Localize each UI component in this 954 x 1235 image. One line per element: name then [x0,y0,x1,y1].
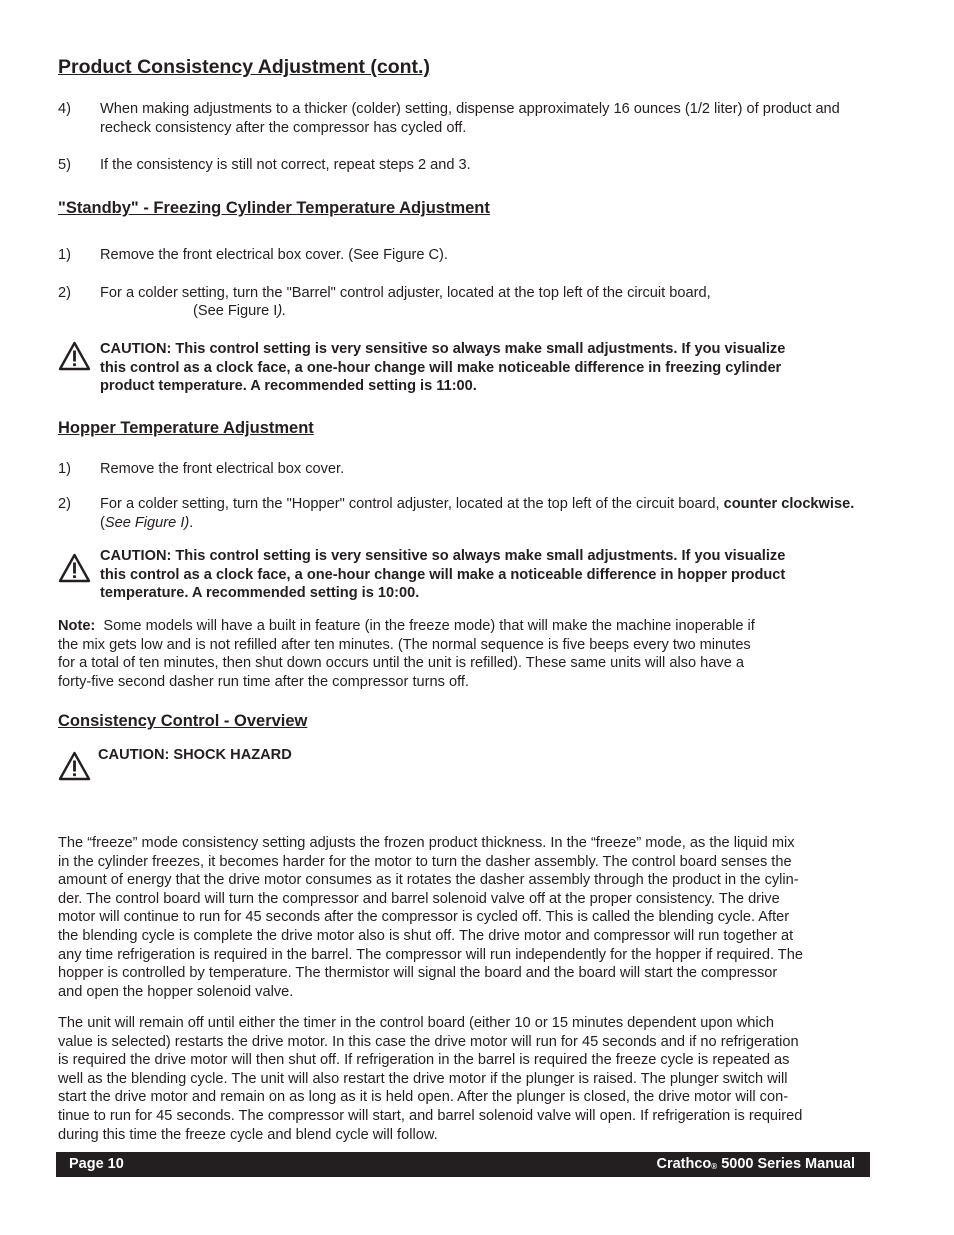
hopper-caution [100,547,860,603]
standby-heading: "Standby" - Freezing Cylinder Temperature Adjustment [58,199,490,217]
page-footer [56,1152,870,1177]
step-number: 1) [58,461,71,477]
figure-reference [193,302,286,321]
paragraph-line: during this time the freeze cycle and blend cycle will follow. [58,1126,438,1143]
step-number: 4) [58,101,71,117]
paragraph-line: The unit will remain off until either the timer in the control board (either 10 or 15 minutes dependent upon which [58,1015,775,1031]
note-line: forty-five second dasher run time after the compressor turns off. [58,673,469,690]
step-number: 2) [58,496,71,512]
paragraph-line: hopper is controlled by temperature. The thermistor will signal the board and the board will start the compressor [58,965,778,982]
paragraph-line: The “freeze” mode consistency setting adjusts the frozen product thickness. In the “freeze” mode, as the liquid mix [58,835,795,851]
overview-paragraph-2 [58,1014,860,1144]
note-text: Some models will have a built in feature (in the freeze mode) that will make the machine inoperable if [103,618,755,634]
step-number: 2) [58,285,71,301]
step-text: Remove the front electrical box cover. [100,461,345,477]
figure-ref-end: ). [277,303,287,319]
step-text: Remove the front electrical box cover. (See Figure C). [100,247,448,263]
paragraph-line: der. The control board will turn the compressor and barrel solenoid valve off at the proper consistency. The drive [58,890,780,907]
paragraph-line: tinue to run for 45 seconds. The compressor will start, and barrel solenoid valve will open. If refrigeration is required [58,1107,803,1124]
figure-ref-text: (See Figure I [193,303,278,319]
manual-title [656,1155,855,1177]
paragraph-line: the blending cycle is complete the drive motor also is shut off. The drive motor and compressor will run together at [58,927,794,944]
page-number: Page 10 [69,1156,124,1172]
step-text: If the consistency is still not correct, repeat steps 2 and 3. [100,157,471,173]
paren-open: ( [100,514,105,531]
paragraph-line: and open the hopper solenoid valve. [58,983,294,1000]
caution-line: this control as a clock face, a one-hour change will make noticeable difference in freezing cylinder [100,359,782,376]
brand-name: Crathco [656,1156,712,1172]
overview-heading: Consistency Control - Overview [58,712,308,730]
step-number: 5) [58,157,71,173]
step-text: For a colder setting, turn the "Barrel" control adjuster, located at the top left of the circuit board, [100,285,711,301]
caution-line: CAUTION: This control setting is very sensitive so always make small adjustments. If you visualize [100,341,786,357]
paragraph-line: any time refrigeration is required in the barrel. The compressor will run independently for the hopper if required. The [58,946,803,963]
step-end: . [189,514,194,531]
overview-paragraph-1 [58,834,860,1001]
page-title: Product Consistency Adjustment (cont.) [58,56,430,78]
manual-name: 5000 Series Manual [717,1156,855,1172]
paragraph-line: value is selected) restarts the drive motor. In this case the drive motor will run for 45 seconds and if no refrigeration [58,1033,799,1050]
step-text: When making adjustments to a thicker (colder) setting, dispense approximately 16 ounces (1/2 liter) of product and recheck consistency after the compressor has cycled off. [100,101,840,136]
caution-line: CAUTION: This control setting is very sensitive so always make small adjustments. If you visualize [100,548,786,564]
warning-triangle-icon [58,553,91,583]
step-number: 1) [58,247,71,263]
paragraph-line: start the drive motor and remain on as long as it is held open. After the plunger is closed, the drive motor will con- [58,1089,789,1106]
caution-line: product temperature. A recommended setting is 11:00. [100,378,477,395]
paragraph-line: in the cylinder freezes, it becomes harder for the motor to turn the dasher assembly. The control board senses the [58,853,792,870]
paragraph-line: is required the drive motor will then shut off. If refrigeration in the barrel is required the freeze cycle is repeated as [58,1052,790,1069]
note-line: the mix gets low and is not refilled after ten minutes. (The normal sequence is five beeps every two minutes [58,636,751,653]
registered-mark: ® [711,1162,718,1171]
figure-ref: See Figure I) [104,514,190,531]
hopper-heading: Hopper Temperature Adjustment [58,419,314,437]
step-text-main: For a colder setting, turn the "Hopper" control adjuster, located at the top left of the circuit board, [100,496,720,512]
paragraph-line: amount of energy that the drive motor consumes as it rotates the dasher assembly through the product in the cylin- [58,872,799,889]
step-text-bold: clockwise. [781,496,855,512]
step-text-bold: counter [723,496,778,512]
warning-triangle-icon [58,341,91,371]
paragraph-line: well as the blending cycle. The unit will also restart the drive motor if the plunger is raised. The plunger switch will [58,1070,788,1087]
caution-line: temperature. A recommended setting is 10:00. [100,585,420,602]
note-line [58,617,860,636]
caution-line: this control as a clock face, a one-hour change will make a noticeable difference in hopper product [100,566,786,583]
shock-hazard-caution: CAUTION: SHOCK HAZARD [98,747,292,763]
standby-caution [100,340,860,396]
note-paragraph [58,617,860,691]
step-text [100,495,860,532]
note-label: Note: [58,618,96,634]
paragraph-line: motor will continue to run for 45 seconds after the compressor is cycled off. This is called the blending cycle. After [58,909,790,926]
note-line: for a total of ten minutes, then shut down occurs until the unit is refilled). These same units will also have a [58,655,744,672]
warning-triangle-icon [58,751,91,781]
